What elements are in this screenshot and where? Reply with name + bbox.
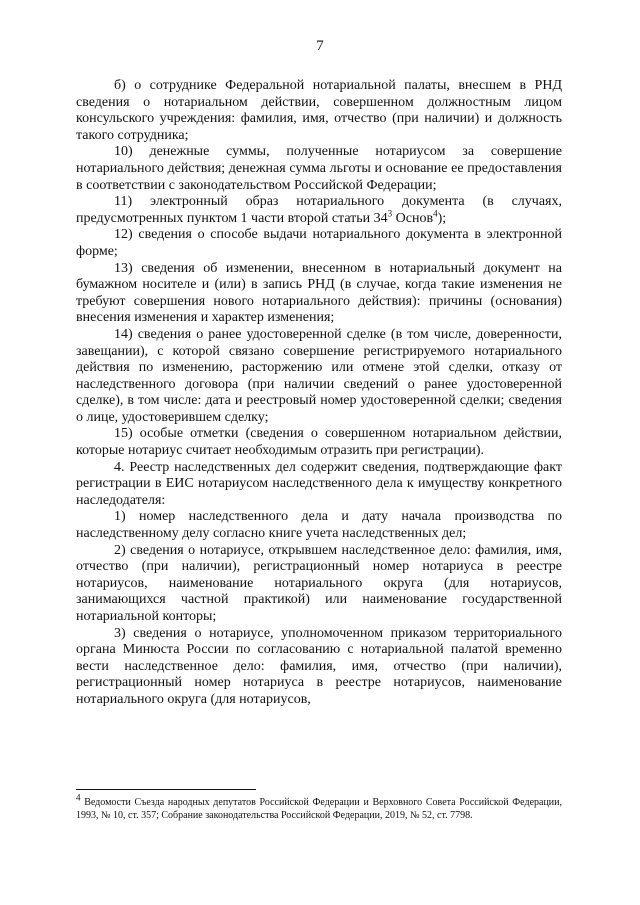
footnote (76, 792, 562, 822)
paragraph-item-11-text-middle: Основ (392, 210, 434, 226)
paragraph-item-13: 13) сведения об изменении, внесенном в нотариальный документ на бумажном носителе и (или) в запись РНД (в случае, когда такие изменения не требуют совершения нового нотариального действия): причины (основания) внесения изменения и характер изменения; (76, 260, 562, 326)
superscript-article-number: 3 (387, 208, 393, 219)
footnote-marker: 4 (76, 792, 81, 803)
paragraph-item-11-text-end: ); (437, 210, 447, 226)
footnote-reference: 4 (433, 208, 438, 219)
paragraph-item-14: 14) сведения о ранее удостоверенной сделке (в том числе, доверенности, завещании), с которой связано совершение регистрируемого нотариального действия по изменению, расторжению или отмене этой сделки, отказу от наследственного договора (при наличии сведений о ранее удостоверенной сделке), в том числе: дата и реестровый номер удостоверенной сделки; сведения о лице, удостоверившем сделку; (76, 326, 562, 425)
paragraph-subitem-1: 1) номер наследственного дела и дату начала производства по наследственному делу согласно книге учета наследственных дел; (76, 509, 562, 542)
page-number: 7 (316, 38, 324, 54)
paragraph-item-11-text: 11) электронный образ нотариального документа (в случаях, предусмотренных пунктом 1 части второй статьи 34 (76, 194, 562, 226)
paragraph-item-15: 15) особые отметки (сведения о совершенном нотариальном действии, которые нотариус считает необходимым отразить при регистрации). (76, 426, 562, 459)
paragraph-subitem-2: 2) сведения о нотариусе, открывшем наследственное дело: фамилия, имя, отчество (при наличии), регистрационный номер нотариуса в реестре нотариусов, наименование нотариального округа (для нотариусов, занимающихся частной практикой) или наименование государственной нотариальной конторы; (76, 542, 562, 624)
body-text (76, 78, 562, 709)
footnote-divider (76, 789, 256, 790)
paragraph-item-11 (76, 194, 562, 227)
paragraph-section-4: 4. Реестр наследственных дел содержит сведения, подтверждающие факт регистрации в ЕИС нотариусом наследственного дела к имуществу конкретного наследодателя: (76, 459, 562, 508)
paragraph-subitem-3: 3) сведения о нотариусе, уполномоченном приказом территориального органа Минюста России по согласованию с нотариальной палатой временно вести наследственное дело: фамилия, имя, отчество (при наличии), регистрационный номер нотариуса в реестре нотариусов, наименование нотариального округа (для нотариусов, (76, 625, 562, 707)
paragraph-item-12: 12) сведения о способе выдачи нотариального документа в электронной форме; (76, 227, 562, 259)
footnote-text: Ведомости Съезда народных депутатов Российской Федерации и Верховного Совета Российской Федерации, 1993, № 10, ст. 357; Собрание законодательства Российской Федерации, 2019, № 52, ст. 7798. (76, 797, 562, 821)
paragraph-item-10: 10) денежные суммы, полученные нотариусом за совершение нотариального действия; денежная сумма льготы и основание ее предоставления в соответствии с законодательством Российской Федерации; (76, 144, 562, 193)
paragraph-item-b: б) о сотруднике Федеральной нотариальной палаты, внесшем в РНД сведения о нотариальном действии, совершенном должностным лицом консульского учреждения: фамилия, имя, отчество (при наличии) и должность такого сотрудника; (76, 78, 562, 143)
